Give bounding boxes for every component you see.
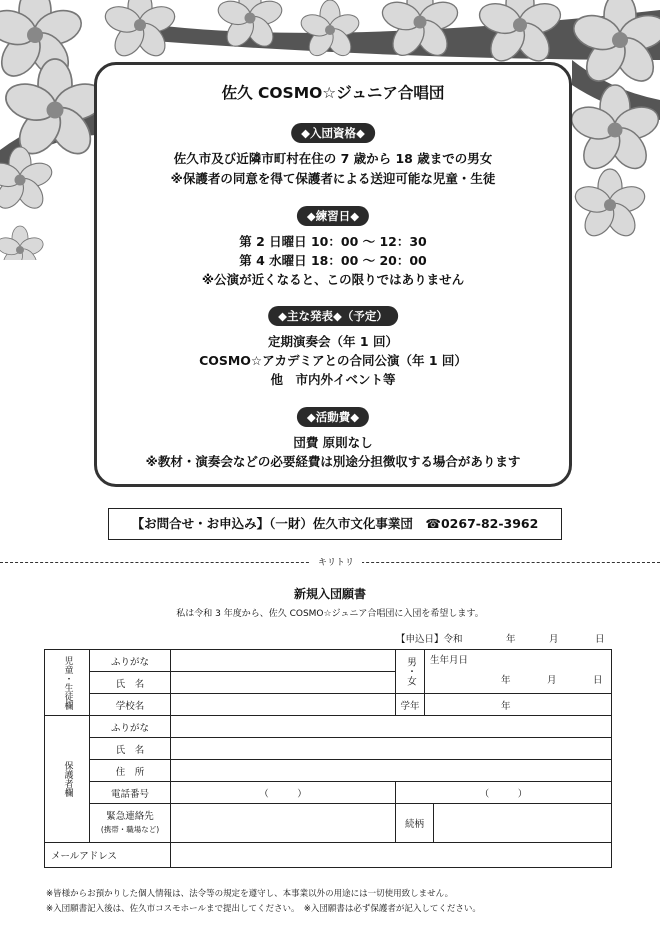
practice-line-3: ※公演が近くなると、この限りではありません [201, 272, 465, 287]
eligibility-line-2: ※保護者の同意を得て保護者による送迎可能な児童・生徒 [170, 171, 496, 186]
section-heading-practice-days: ◆練習日◆ [297, 206, 369, 226]
relation-label: 続柄 [396, 804, 434, 842]
school-label: 学校名 [90, 694, 171, 716]
grade-label: 学年 [396, 694, 425, 716]
form-title: 新規入団願書 [293, 587, 366, 601]
application-date-label: 【申込日】令和 [396, 634, 463, 645]
page-title: 佐久 COSMO☆ジュニア合唱団 [221, 84, 445, 102]
emergency-field[interactable] [171, 804, 396, 843]
performance-line-2: COSMO☆アカデミアとの合同公演（年 1 回） [199, 353, 467, 368]
guardian-name-field[interactable] [171, 738, 612, 760]
cut-label: キリトリ [310, 555, 362, 568]
grade-unit: 年 [501, 700, 511, 712]
emergency-label-text: 緊急連絡先 [106, 811, 154, 822]
gender-select[interactable]: 男・女 [396, 650, 425, 694]
school-field[interactable] [171, 694, 396, 716]
guardian-address-label: 住 所 [90, 760, 171, 782]
performance-line-3: 他 市内外イベント等 [270, 372, 396, 387]
guardian-furigana-field[interactable] [171, 716, 612, 738]
phone-field-1[interactable]: （ ） [171, 782, 396, 804]
child-furigana-label: ふりがな [90, 650, 171, 672]
performance-line-1: 定期演奏会（年 1 回） [268, 334, 398, 349]
birth-month-unit: 月 [547, 675, 557, 686]
contact-box: 【お問合せ・お申込み】（一財）佐久市文化事業団 ☎0267-82-3962 [108, 508, 562, 540]
relation-cell [396, 804, 612, 843]
guardian-name-label: 氏 名 [90, 738, 171, 760]
practice-line-2: 第 4 水曜日 18：00 ～ 20：00 [239, 253, 427, 268]
fees-line-1: 団費 原則なし [293, 435, 373, 450]
practice-line-1: 第 2 日曜日 10：00 ～ 12：30 [239, 234, 427, 249]
submission-note: ※入団願書記入後は、佐久市コスモホールまで提出してください。 ※入団願書は必ず保護者が記入してください。 [46, 904, 481, 914]
emergency-label [90, 804, 171, 843]
form-subtitle: 私は令和 3 年度から、佐久 COSMO☆ジュニア合唱団に入団を希望します。 [176, 609, 484, 619]
birth-day-unit: 日 [593, 675, 603, 686]
guardian-section-label: 保護者欄 [45, 716, 90, 843]
child-section-label: 児童・生徒欄 [45, 650, 90, 716]
child-furigana-field[interactable] [171, 650, 396, 672]
section-heading-fees: ◆活動費◆ [297, 407, 369, 427]
phone-field-2[interactable]: （ ） [396, 782, 612, 804]
application-date-month: 月 [549, 634, 559, 645]
eligibility-line-1: 佐久市及び近隣市町村在住の 7 歳から 18 歳までの男女 [173, 151, 493, 166]
application-form-table [44, 649, 612, 868]
child-name-label: 氏 名 [90, 672, 171, 694]
guardian-furigana-label: ふりがな [90, 716, 171, 738]
phone-label: 電話番号 [90, 782, 171, 804]
grade-field[interactable] [425, 694, 612, 716]
email-field[interactable] [171, 843, 612, 868]
guardian-address-field[interactable] [171, 760, 612, 782]
section-heading-performances: ◆主な発表◆（予定） [268, 306, 398, 326]
relation-field[interactable] [434, 804, 611, 842]
application-date-year: 年 [506, 634, 516, 645]
emergency-label-note: (携帯・職場など) [100, 825, 160, 834]
child-name-field[interactable] [171, 672, 396, 694]
section-heading-eligibility: ◆入団資格◆ [291, 123, 375, 143]
email-label: メールアドレス [45, 843, 171, 868]
info-card [94, 62, 572, 487]
birth-year-unit: 年 [501, 675, 511, 686]
fees-line-2: ※教材・演奏会などの必要経費は別途分担徴収する場合があります [145, 454, 521, 469]
application-date-day: 日 [595, 634, 605, 645]
privacy-note: ※皆様からお預かりした個人情報は、法令等の規定を遵守し、本事業以外の用途には一切使用致しません。 [46, 889, 454, 899]
birthdate-label: 生年月日 [430, 655, 469, 666]
birthdate-field[interactable] [425, 650, 612, 694]
